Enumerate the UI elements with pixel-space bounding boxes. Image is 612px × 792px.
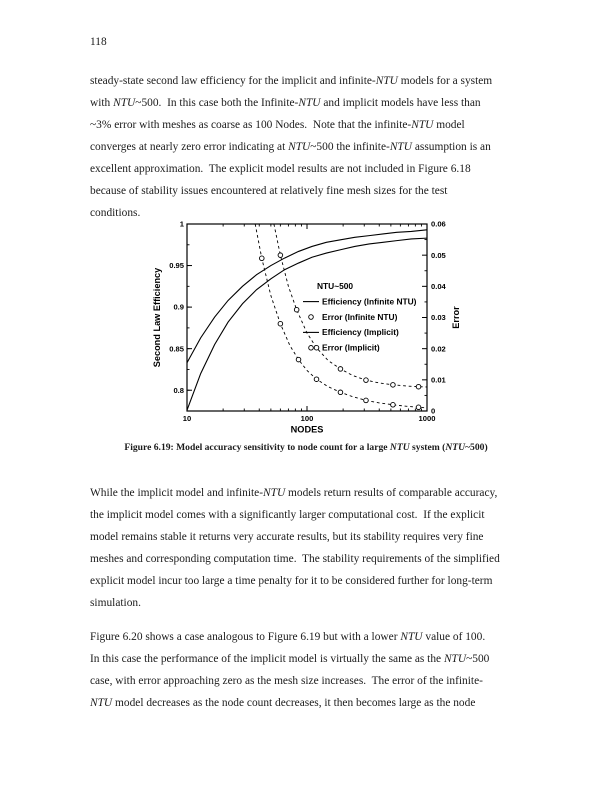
data-point-marker: [338, 367, 343, 372]
series-error-implicit-: [274, 224, 427, 389]
data-point-marker: [259, 256, 264, 261]
y-left-tick-label: 0.85: [169, 344, 184, 354]
x-tick-label: 100: [300, 414, 314, 423]
y-right-tick-label: 0.02: [431, 344, 446, 354]
data-point-marker: [391, 402, 396, 407]
data-point-marker: [278, 321, 283, 326]
text-line: Figure 6.20 shows a case analogous to Figure 6.19 but with a lower NTU value of 100.: [90, 631, 486, 643]
text-line: the implicit model comes with a significantly larger computational cost. If the explicit: [90, 509, 485, 521]
data-point-marker: [294, 307, 299, 312]
figure-caption: [60, 442, 552, 454]
text-line: converges at nearly zero error indicating at NTU~500 the infinite-NTU assumption is an: [90, 141, 491, 153]
y-left-tick-label: 0.9: [173, 302, 184, 312]
legend-entry-label: Efficiency (Implicit): [322, 327, 399, 338]
legend-marker-circle: [309, 315, 314, 320]
y-left-tick-label: 0.8: [173, 385, 184, 395]
y-left-tick-label: 1: [179, 219, 184, 229]
text-line: While the implicit model and infinite-NTU models return results of comparable accuracy,: [90, 487, 498, 499]
y-right-tick-label: 0.05: [431, 250, 446, 260]
text-line: conditions.: [90, 207, 141, 219]
text-line: ~3% error with meshes as coarse as 100 Nodes. Note that the infinite-NTU model: [90, 119, 465, 131]
y-right-tick-label: 0.06: [431, 219, 446, 229]
y-axis-left: [152, 220, 192, 395]
chart: [140, 210, 480, 445]
paragraph-3: [90, 626, 489, 714]
legend-entry-label: Error (Implicit): [322, 342, 380, 353]
legend-entry-label: Error (Infinite NTU): [322, 311, 398, 322]
x-tick-label: 10: [182, 414, 192, 423]
text-line: explicit model incur too large a time penalty for it to be considered further for long-term: [90, 575, 493, 587]
data-point-marker: [314, 345, 319, 350]
text-line: excellent approximation. The explicit model results are not included in Figure 6.18: [90, 163, 471, 175]
y-right-tick-label: 0: [431, 406, 436, 416]
y-left-tick-label: 0.95: [169, 261, 184, 271]
text-line: NTU model decreases as the node count decreases, it then becomes large as the node: [90, 697, 476, 709]
data-point-marker: [416, 384, 421, 389]
y-axis-right: [422, 220, 461, 416]
x-tick-label: 1000: [418, 414, 436, 423]
y-right-axis-title: Error: [451, 306, 461, 329]
y-left-axis-title: Second Law Efficiency: [152, 267, 162, 368]
legend: [303, 281, 417, 353]
text-line: because of stability issues encountered at relatively fine mesh sizes for the test: [90, 185, 448, 197]
page-number: 118: [90, 36, 107, 48]
data-point-marker: [391, 383, 396, 388]
data-point-marker: [314, 377, 319, 382]
data-point-marker: [416, 405, 421, 410]
legend-marker-circle: [309, 346, 314, 351]
text-line: Figure 6.19: Model accuracy sensitivity to node count for a large NTU system (NTU~500): [124, 442, 488, 453]
data-point-marker: [364, 378, 369, 383]
text-line: model remains stable it returns very accurate results, but its stability requires very fine: [90, 531, 484, 543]
legend-entry-label: Efficiency (Infinite NTU): [322, 296, 417, 307]
data-point-marker: [296, 357, 301, 362]
data-point-marker: [338, 390, 343, 395]
text-line: steady-state second law efficiency for the implicit and infinite-NTU models for a system: [90, 75, 493, 87]
y-right-tick-label: 0.01: [431, 375, 446, 385]
text-line: case, with error approaching zero as the mesh size increases. The error of the infinite-: [90, 675, 483, 687]
y-right-tick-label: 0.03: [431, 313, 446, 323]
data-point-marker: [364, 398, 369, 403]
data-point-marker: [278, 253, 283, 258]
paragraph-1: [90, 70, 492, 224]
paragraph-2: [90, 482, 500, 614]
text-line: simulation.: [90, 597, 141, 609]
text-line: meshes and corresponding computation time. The stability requirements of the simplified: [90, 553, 500, 565]
text-line: In this case the performance of the implicit model is virtually the same as the NTU~500: [90, 653, 490, 665]
x-axis-title: NODES: [290, 424, 324, 435]
figure-area: [140, 210, 480, 445]
legend-title: NTU~500: [317, 281, 354, 291]
text-line: with NTU~500. In this case both the Infinite-NTU and implicit models have less than: [90, 97, 481, 109]
y-right-tick-label: 0.04: [431, 281, 446, 291]
